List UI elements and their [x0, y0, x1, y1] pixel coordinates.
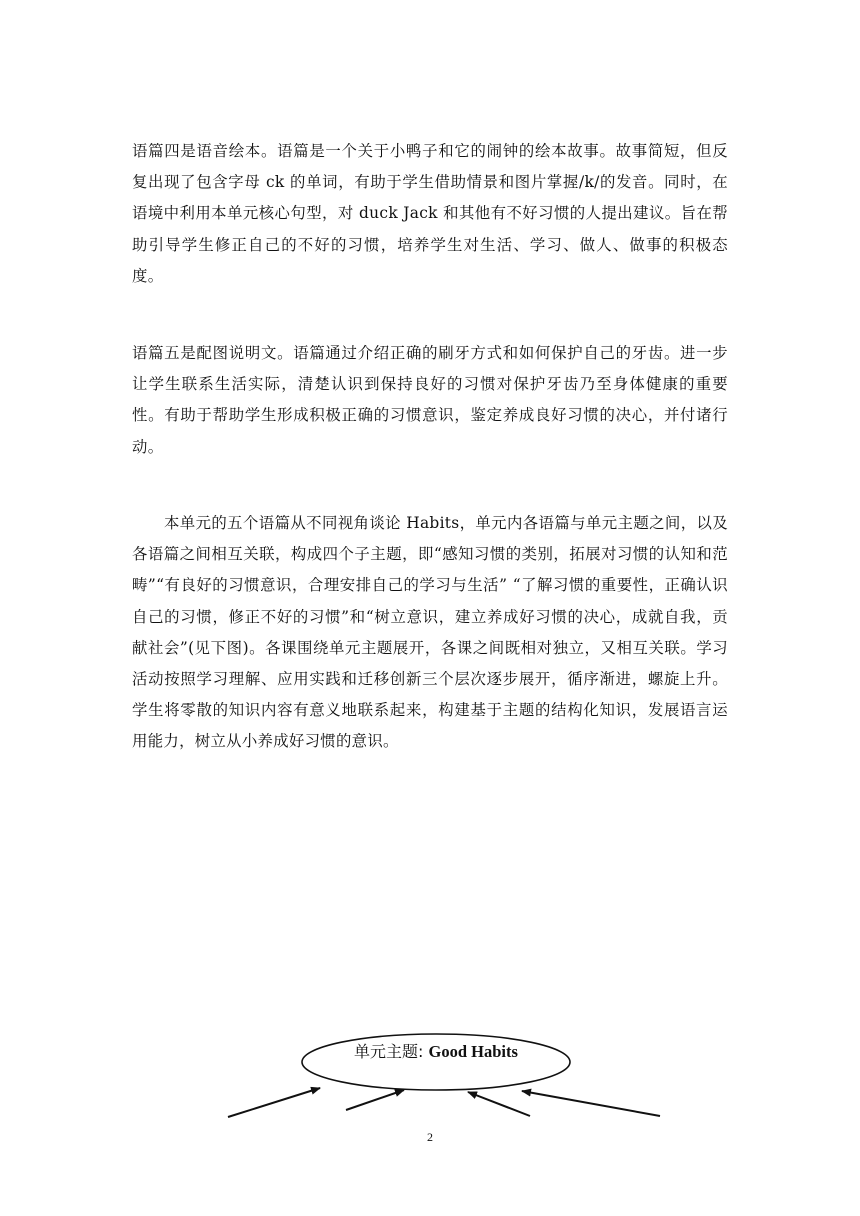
arrow-subtopic-3 — [468, 1092, 530, 1116]
unit-theme-title: Good Habits — [428, 1042, 518, 1061]
unit-theme-label — [300, 1041, 572, 1063]
arrow-subtopic-4 — [522, 1091, 660, 1116]
paragraph-phonics-picture-book: 语篇四是语音绘本。语篇是一个关于小鸭子和它的闹钟的绘本故事。故事简短，但反复出现了包含字母 ck 的单词，有助于学生借助情景和图片掌握/k/的发音。同时，在语境中利用本单元核心句型，对 duck Jack 和其他有不好习惯的人提出建议。旨在帮助引导学生修正自己的不好的习惯，培养学生对生活、学习、做人、做事的积极态度。 — [132, 142, 728, 285]
arrow-subtopic-1 — [228, 1088, 320, 1117]
paragraph-illustrated-exposition: 语篇五是配图说明文。语篇通过介绍正确的刷牙方式和如何保护自己的牙齿。进一步让学生联系生活实际，清楚认识到保持良好的习惯对保护牙齿乃至身体健康的重要性。有助于帮助学生形成积极正确的习惯意识，鉴定养成良好习惯的决心，并付诸行动。 — [132, 344, 728, 456]
paragraph-unit-overview: 本单元的五个语篇从不同视角谈论 Habits，单元内各语篇与单元主题之间，以及各语篇之间相互关联，构成四个子主题，即“感知习惯的类别，拓展对习惯的认知和范畴”“有良好的习惯意识，合理安排自己的学习与生活” “了解习惯的重要性，正确认识自己的习惯，修正不好的习惯”和“树立意识，建立养成好习惯的决心，成就自我，贡献社会”(见下图)。各课围绕单元主题展开，各课之间既相对独立，又相互关联。学习活动按照学习理解、应用实践和迁移创新三个层次逐步展开，循序渐进，螺旋上升。学生将零散的知识内容有意义地联系起来，构建基于主题的结构化知识，发展语言运用能力，树立从小养成好习惯的意识。 — [132, 514, 728, 751]
page-number: 2 — [427, 1130, 433, 1144]
arrow-subtopic-2 — [346, 1090, 404, 1110]
unit-theme-prefix: 单元主题: — [354, 1042, 429, 1061]
